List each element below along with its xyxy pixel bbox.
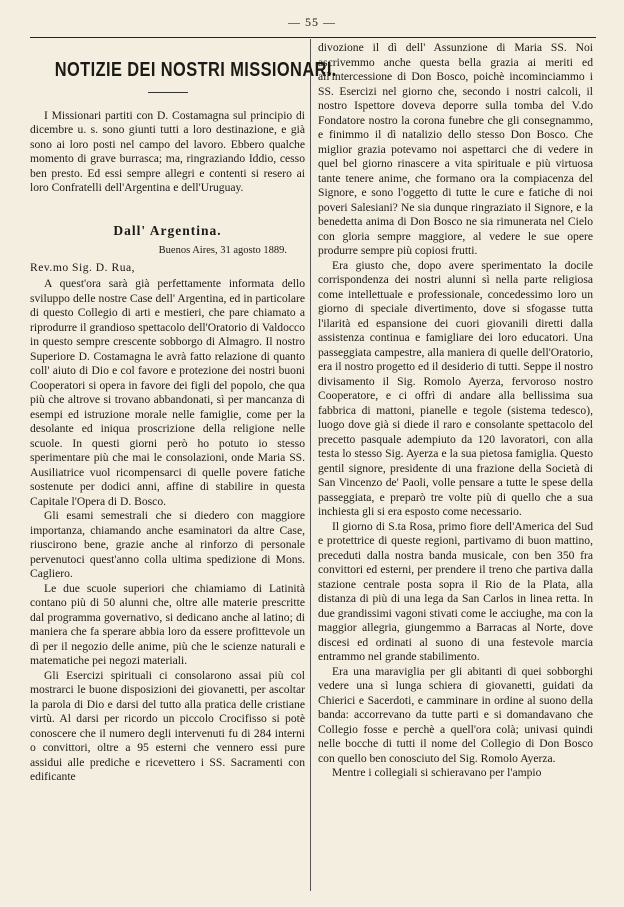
body-paragraph: Gli Esercizi spirituali ci consolarono assai più col mostrarci le buone disposizioni dei giovanetti, per ascoltar la parola di Dio e darsi del tutto alla pratica delle cristiane virtù. Al darsi per ricordo un piccolo Crocifisso si potè conoscere che il numero degli intervenuti fu di 284 interni o convittori, oltre a 95 esterni che vennero essi pure assidui alle prediche e ricevettero i SS. Sacramenti con edificante: [30, 668, 305, 783]
body-paragraph: A quest'ora sarà già perfettamente informata dello sviluppo delle nostre Case dell' Argentina, ed in particolare di questo Collegio di arti e mestieri, che pare chiamato a riprodurre il grandioso spettacolo dell'Oratorio di Valdocco in questo sempre crescente sobborgo di Almagro. Il nostro Superiore D. Costamagna le avrà fatto relazione di quanto coll' aiuto di Dio e col favore e protezione dei nostri buoni Cooperatori si opera in favore dei figli del popolo, che qua più che altrove si trovano abbandonati, sì per mancanza di esempi ed istruzione morale nelle famiglie, come per la desolante ed iniqua proscrizione della religione nelle scuole. In questi giorni però ho potuto io stesso sperimentare più che mai le consolazioni, onde Maria SS. Ausiliatrice vuol ricompensarci di quelle povere fatiche sostenute per dodici anni, affine di stabilire in questa Capitale l'Opera di D. Bosco.: [30, 277, 305, 508]
body-paragraph: Le due scuole superiori che chiamiamo di Latinità contano più di 50 alunni che, oltre alle materie prescritte dal programma governativo, si dedicano anche al latino; di maniera che fa sperare abbia loro da essere profittevole un dì per il negozio delle anime, più che le scienze naturali e matematiche pei negozi materiali.: [30, 581, 305, 667]
section-subhead: Dall' Argentina.: [113, 222, 222, 238]
header-rule: [30, 37, 596, 38]
body-paragraph: Gli esami semestrali che si diedero con maggiore importanza, chiamando anche esaminatori da altre Case, riuscirono bene, grazie anche al rinforzo di personale pervenutoci quest'anno colla ultima spedizione di Mons. Cagliero.: [30, 509, 305, 580]
body-paragraph: Era una maraviglia per gli abitanti di quei sobborghi vedere una sì lunga schiera di giovanetti, guidati da Chierici e Sacerdoti, e camminare in ordine al suono della banda: accorrevano da tutte parti e si domandavano che Collegio fosse e perchè a quell'ora colà; univasi quindi nelle bocche di tutti il nome del Collegio di Don Bosco con quello ben conosciuto del Sig. Romolo Ayerza.: [318, 664, 593, 765]
body-paragraph: Il giorno di S.ta Rosa, primo fiore dell'America del Sud e protettrice di queste regioni, partivamo di buon mattino, preceduti dalla nostra banda musicale, con ben 350 fra convittori ed esterni, per prendere il treno che partiva dalla stazione centrale posta sopra il Rio de la Plata, alla distanza di più di una lega da San Carlos in linea retta. In due grandissimi vagoni stivati come le acciughe, ma con la maggior allegria, giungemmo a Barracas al Norte, dove discesi ed ordinati al suono di una festevole marcia entrammo nel grande stabilimento.: [318, 519, 593, 663]
article-title: NOTIZIE DEI NOSTRI MISSIONARI.: [54, 59, 337, 81]
intro-paragraph: I Missionari partiti con D. Costamagna sul principio di dicembre u. s. sono giunti tutti a loro destinazione, e già sono ai loro posti nel campo del lavoro. Ebbero qualche momento di grave burrasca; ma, ringraziando Iddio, cesso ben presto. Ed essi sempre allegri e contenti si resero ai loro Confratelli dell'Argentina e dell'Uruguay.: [30, 108, 305, 194]
body-paragraph: Era giusto che, dopo avere sperimentato la docile corrispondenza dei nostri alunni sì nella parte religiosa come intellettuale e professionale, concedessimo loro un giorno di speciale divertimento, dove si sfogasse tutta l'ilarità ed espansione dei cuori giovanili diretti dalla assistenza continua e famigliare dei loro educatori. Una passeggiata campestre, alla maniera di quelle dell'Oratorio, era il nostro progetto ed il desiderio di tutti. Seppe il nostro divisamento il Sig. Romolo Ayerza, fervoroso nostro Cooperatore, e ci offrì di andare alla bellissima sua fabbrica di mattoni, pianelle e tegole (sistema tedesco), luogo dove già si diede il raro e consolante spettacolo del precetto pasquale adempiuto da 120 lavoratori, con alla testa lo stesso Sig. Ayerza e la sua pietosa famiglia. Questo gentil signore, presidente di una frazione della Società di San Vincenzo de' Paoli, volle pensare a tutte le spese della passeggiata, e preparò tre volte più di quello che a sua inchiesta gli si era esposto come necessario.: [318, 258, 593, 518]
page-number: — 55 —: [288, 15, 336, 29]
left-column: [30, 41, 337, 907]
dateline: Buenos Aires, 31 agosto 1889.: [158, 245, 287, 256]
title-rule: [148, 92, 188, 93]
column-divider: [310, 39, 311, 891]
right-column: [318, 41, 593, 907]
salutation: Rev.mo Sig. D. Rua,: [30, 260, 136, 274]
body-paragraph: divozione il dì dell' Assunzione di Maria SS. Noi ascrivemmo anche questa bella grazia ai meriti ed all'intercessione di Don Bosco, poichè incominciammo i SS. Esercizi nel giorno che, secondo i nostri calcoli, il nostro Ispettore doveva deporre sulla tomba del V.do Fondatore nostro la corona funebre che gli consegnammo, e finimmo il dì natalizio dello stesso Don Bosco. Che miglior grazia potevamo noi aspettarci che di vedere in quel bel giorno rinascere a vita spirituale e più virtuosa tante tenere anime, che formano ora la compiacenza del Signore, e sono l'oggetto di tutte le cure e fatiche di noi poveri Salesiani? Ne sia dunque ringraziato il Signore, e la benedetta anima di Don Bosco ne sia rimunerata nel Cielo con gloria sempre maggiore, al vedere le sue opere produrre sempre più copiosi frutti.: [318, 41, 593, 257]
body-paragraph: Mentre i collegiali si schieravano per l'ampio: [332, 766, 542, 779]
